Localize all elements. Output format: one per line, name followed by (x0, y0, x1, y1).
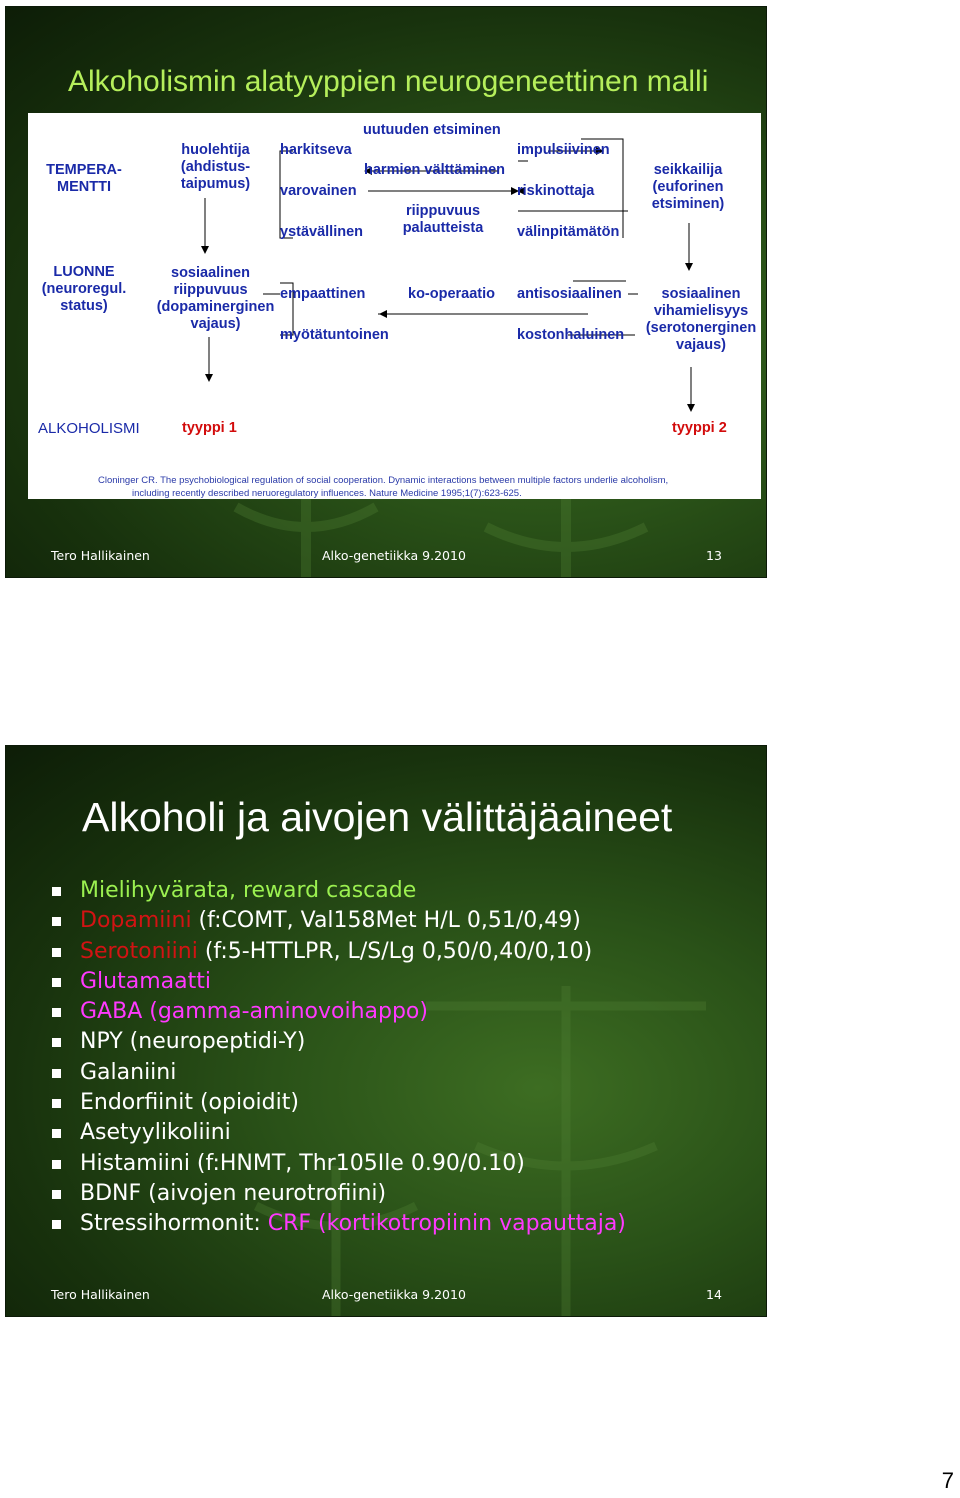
type-1-label: tyyppi 1 (182, 420, 237, 436)
slide-title: Alkoholi ja aivojen välittäjäaineet (82, 794, 673, 840)
character-label-line: status) (60, 298, 108, 314)
social-hostility-line: (serotonerginen (645, 320, 757, 336)
neurotransmitter-list (52, 876, 626, 1240)
list-item (52, 1179, 626, 1209)
footer-course: Alko-genetiikka 9.2010 (322, 548, 466, 563)
character-label (33, 264, 135, 315)
list-item (52, 876, 626, 906)
harm-avoidance: harmien välttäminen (364, 162, 506, 178)
adventurer-type (638, 162, 738, 213)
social-dependence-line: (dopaminerginen (156, 299, 275, 315)
list-item-text: NPY (neuropeptidi-Y) (80, 1029, 306, 1055)
social-dependence-line: vajaus) (190, 316, 241, 332)
list-item (52, 1149, 626, 1179)
square-bullet-icon (52, 887, 61, 896)
list-item (52, 1209, 626, 1239)
social-dependence-type (148, 265, 283, 333)
list-item-text: Stressihormonit: (80, 1211, 268, 1237)
citation-line-1: Cloninger CR. The psychobiological regulation of social cooperation. Dynamic interactions between multiple factors underlie alcoholism, (98, 475, 669, 486)
list-item-text: BDNF (aivojen neurotrofiini) (80, 1180, 387, 1206)
list-item (52, 997, 626, 1027)
reward-dependence-line: palautteista (402, 220, 484, 236)
list-item-text: (f:COMT, Val158Met H/L 0,51/0,49) (191, 908, 581, 934)
square-bullet-icon (52, 1008, 61, 1017)
list-item-text: Endorfiinit (opioidit) (80, 1090, 299, 1116)
list-item-text: Histamiini (f:HNMT, Thr105Ile 0.90/0.10) (80, 1150, 525, 1176)
slide-13 (5, 6, 767, 578)
trait-antisosiaalinen: antisosiaalinen (517, 286, 622, 302)
social-dependence-line: sosiaalinen (171, 265, 250, 281)
list-item (52, 937, 626, 967)
trait-harkitseva: harkitseva (280, 142, 352, 158)
slide-14 (5, 745, 767, 1317)
slide-title: Alkoholismin alatyyppien neurogeneettinen malli (68, 65, 709, 98)
trait-riskinottaja: riskinottaja (517, 183, 595, 199)
temperament-label-line: TEMPERA- (46, 162, 122, 178)
trait-valinpitamaton: välinpitämätön (517, 224, 620, 240)
trait-impulsiivinen: impulsiivinen (517, 142, 610, 158)
page-number: 7 (941, 1468, 954, 1493)
footer-author: Tero Hallikainen (51, 1287, 150, 1302)
list-item-text: Asetyylikoliini (80, 1120, 231, 1146)
social-dependence-line: riippuvuus (173, 282, 248, 298)
square-bullet-icon (52, 1190, 61, 1199)
square-bullet-icon (52, 1069, 61, 1078)
square-bullet-icon (52, 1099, 61, 1108)
square-bullet-icon (52, 1160, 61, 1169)
list-item (52, 1118, 626, 1148)
harm-avoidant-line: (ahdistus- (180, 159, 251, 175)
list-item-text: Dopamiini (80, 908, 192, 934)
trait-varovainen: varovainen (280, 183, 357, 199)
alcoholism-label: ALKOHOLISMI (38, 420, 140, 437)
adventurer-line: etsiminen) (651, 196, 725, 212)
citation-line-2: including recently described neruoregulatory influences. Nature Medicine 1995;1(7):623-625. (132, 488, 522, 499)
square-bullet-icon (52, 1038, 61, 1047)
novelty-seeking: uutuuden etsiminen (363, 122, 501, 138)
list-item-text: Serotoniini (80, 938, 198, 964)
square-bullet-icon (52, 1129, 61, 1138)
list-item-text: Mielihyvärata, reward cascade (80, 878, 417, 903)
slide-number: 13 (706, 548, 722, 563)
trait-empaattinen: empaattinen (280, 286, 366, 302)
list-item (52, 1058, 626, 1088)
list-item (52, 1088, 626, 1118)
footer-author: Tero Hallikainen (51, 548, 150, 563)
footer-course: Alko-genetiikka 9.2010 (322, 1287, 466, 1302)
social-hostility-type (641, 286, 761, 354)
harm-avoidant-type (168, 142, 263, 193)
trait-kooperaatio: ko-operaatio (408, 286, 496, 302)
list-item-text: CRF (kortikotropiinin vapauttaja) (267, 1211, 626, 1237)
list-item-text: GABA (gamma-aminovoihappo) (80, 999, 428, 1025)
trait-kostonhaluinen: kostonhaluinen (517, 327, 625, 343)
social-hostility-line: vihamielisyys (653, 303, 749, 319)
list-item-text: (f:5-HTTLPR, L/S/Lg 0,50/0,40/0,10) (197, 938, 593, 964)
list-item (52, 906, 626, 936)
adventurer-line: (euforinen (652, 179, 724, 195)
list-item-text: Glutamaatti (80, 968, 211, 994)
social-hostility-line: vajaus) (676, 337, 726, 353)
slide-number: 14 (706, 1287, 722, 1302)
square-bullet-icon (52, 978, 61, 987)
square-bullet-icon (52, 948, 61, 957)
square-bullet-icon (52, 917, 61, 926)
type-2-label: tyyppi 2 (672, 420, 727, 436)
temperament-label-line: MENTTI (57, 179, 111, 195)
list-item-text: Galaniini (80, 1059, 177, 1085)
reward-dependence (393, 203, 493, 237)
harm-avoidant-line: huolehtija (181, 142, 250, 158)
social-hostility-line: sosiaalinen (661, 286, 741, 302)
adventurer-line: seikkailija (653, 162, 723, 178)
square-bullet-icon (52, 1220, 61, 1229)
list-item (52, 967, 626, 997)
trait-ystavallinen: ystävällinen (280, 224, 364, 240)
character-label-line: LUONNE (53, 264, 115, 280)
character-label-line: (neuroregul. (41, 281, 127, 297)
list-item (52, 1027, 626, 1057)
harm-avoidant-line: taipumus) (180, 176, 251, 192)
trait-myotatuntoinen: myötätuntoinen (280, 327, 389, 343)
neurogenetic-model-diagram (28, 113, 761, 499)
reward-dependence-line: riippuvuus (405, 203, 481, 219)
temperament-label (33, 162, 135, 196)
